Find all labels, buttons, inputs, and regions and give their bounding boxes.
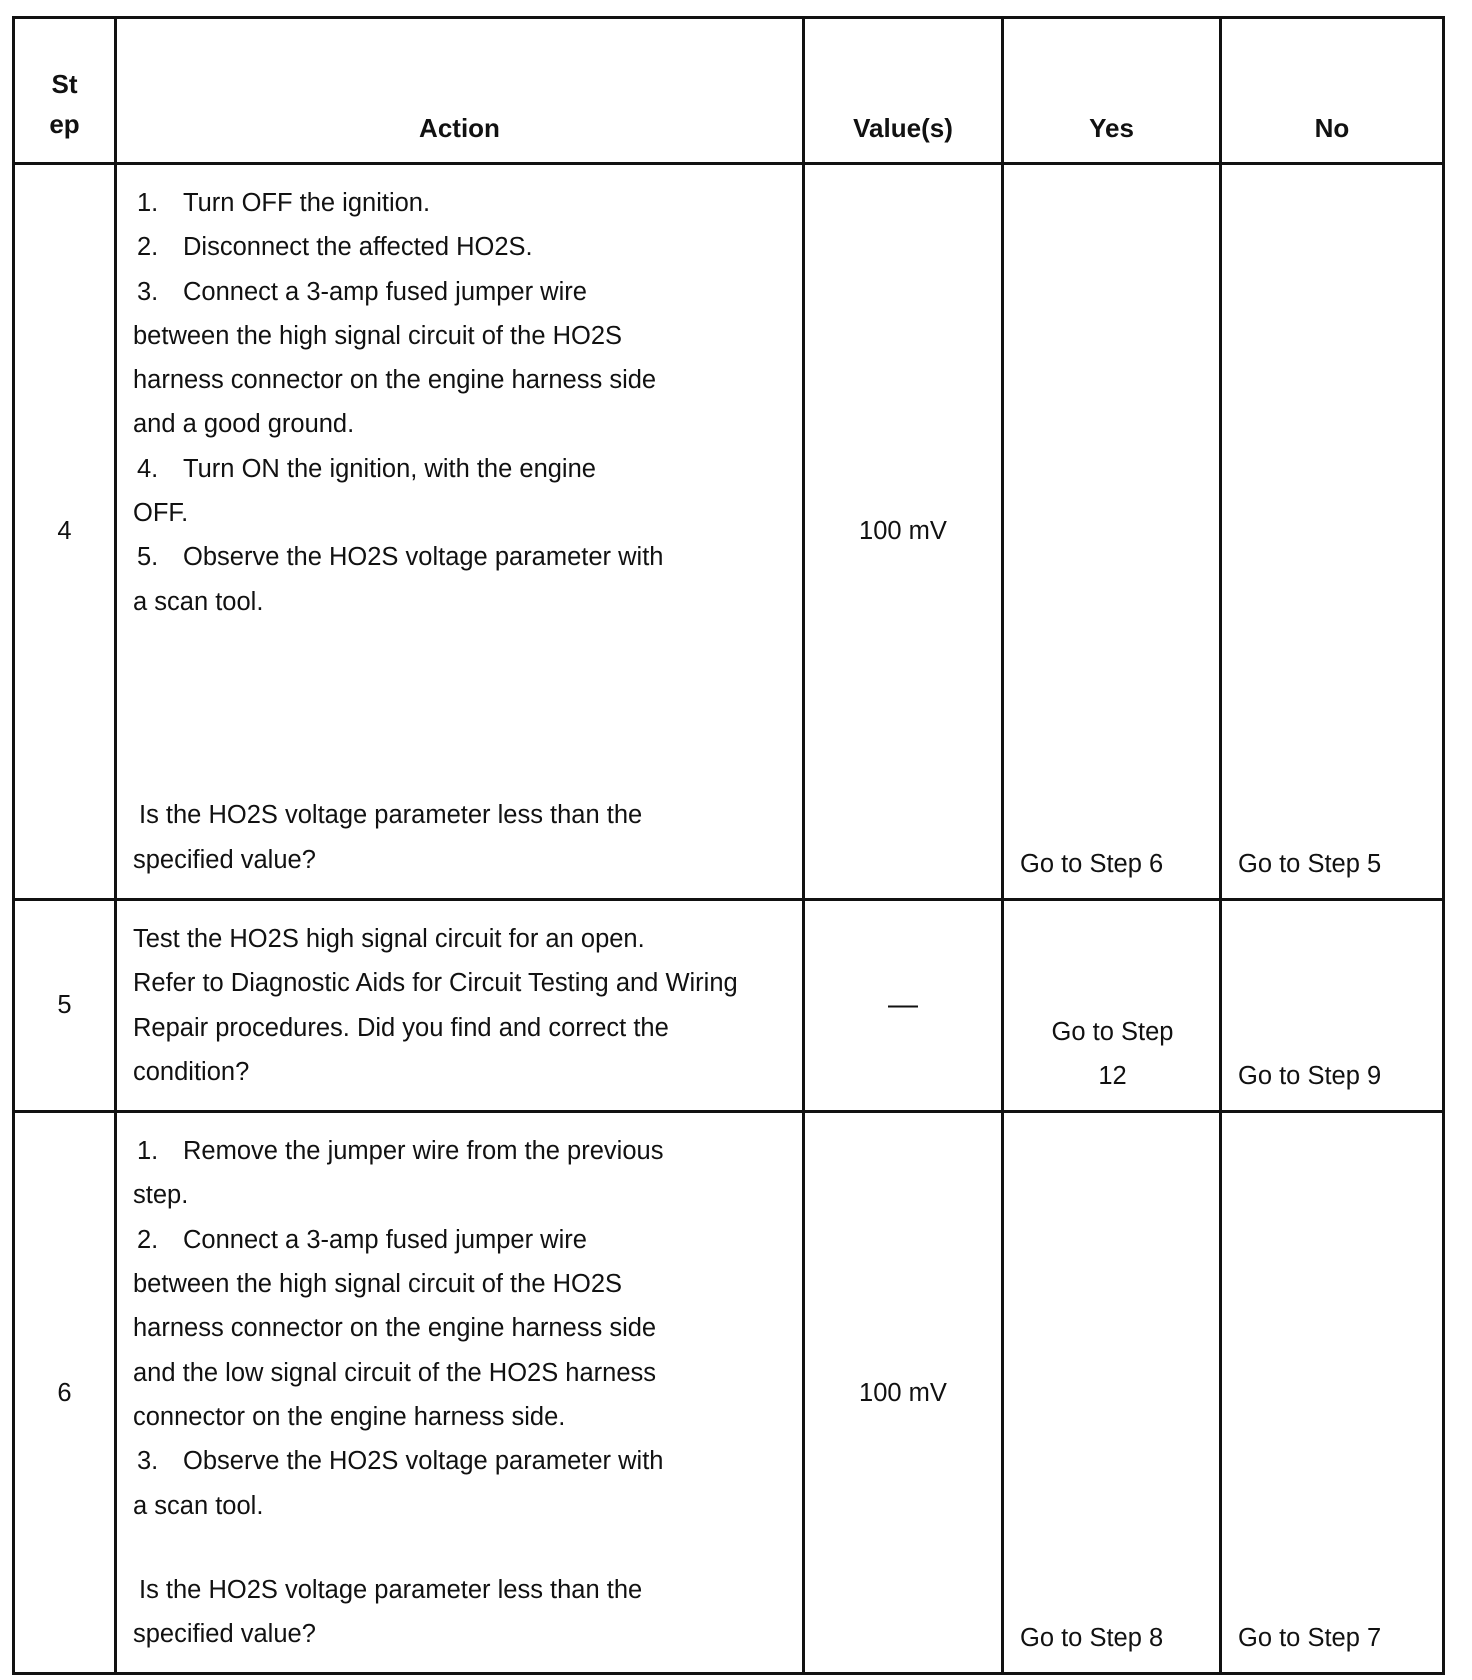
header-action: Action: [116, 18, 804, 164]
header-step-line2: ep: [49, 109, 80, 139]
table-row-step-4: [14, 164, 1444, 900]
step-number: 6: [14, 1112, 116, 1674]
step-number: 5: [14, 900, 116, 1112]
action-line: 2. Disconnect the affected HO2S.: [137, 233, 533, 262]
header-yes: Yes: [1003, 18, 1221, 164]
action-steps: [133, 181, 788, 624]
action-line: Repair procedures. Did you find and correct the: [133, 1013, 669, 1042]
header-step: [14, 18, 116, 164]
action-line: OFF.: [133, 499, 189, 528]
value-cell: 100 mV: [804, 1112, 1003, 1674]
action-line: harness connector on the engine harness side: [133, 1314, 657, 1343]
action-cell: [116, 900, 804, 1112]
action-line: 3. Connect a 3-amp fused jumper wire: [137, 277, 587, 306]
no-cell: Go to Step 9: [1221, 900, 1444, 1112]
table-row-step-6: [14, 1112, 1444, 1674]
action-line: harness connector on the engine harness side: [133, 366, 657, 395]
action-line: condition?: [133, 1057, 250, 1086]
action-question: Is the HO2S voltage parameter less than the specified value?: [133, 801, 643, 874]
action-line: 3. Observe the HO2S voltage parameter with: [137, 1447, 664, 1476]
action-steps: [133, 1129, 788, 1528]
header-row: [14, 18, 1444, 164]
action-line: Refer to Diagnostic Aids for Circuit Testing and Wiring: [133, 969, 738, 998]
action-line: step.: [133, 1181, 189, 1210]
action-line: between the high signal circuit of the HO2S: [133, 321, 623, 350]
action-question: Is the HO2S voltage parameter less than the specified value?: [133, 1575, 643, 1648]
action-line: 1. Remove the jumper wire from the previous: [137, 1137, 664, 1166]
yes-line1: Go to Step: [1051, 1017, 1174, 1046]
action-line: and a good ground.: [133, 410, 355, 439]
action-line: 4. Turn ON the ignition, with the engine: [137, 454, 596, 483]
value-cell: [804, 900, 1003, 1112]
diagnostic-table: [12, 16, 1445, 1675]
header-values: Value(s): [804, 18, 1003, 164]
yes-line2: 12: [1098, 1061, 1127, 1090]
action-line: 5. Observe the HO2S voltage parameter with: [137, 543, 664, 572]
table-row-step-5: [14, 900, 1444, 1112]
yes-cell: [1003, 900, 1221, 1112]
action-line: a scan tool.: [133, 1491, 264, 1520]
value-dash: —: [888, 987, 918, 1021]
action-cell: [116, 164, 804, 900]
action-line: 2. Connect a 3-amp fused jumper wire: [137, 1225, 587, 1254]
action-cell: [116, 1112, 804, 1674]
header-no: No: [1221, 18, 1444, 164]
no-cell: Go to Step 7: [1221, 1112, 1444, 1674]
action-line: 1. Turn OFF the ignition.: [137, 189, 431, 217]
action-line: connector on the engine harness side.: [133, 1402, 566, 1431]
no-cell: Go to Step 5: [1221, 164, 1444, 900]
yes-cell: Go to Step 6: [1003, 164, 1221, 900]
header-step-line1: St: [51, 69, 78, 99]
yes-cell: Go to Step 8: [1003, 1112, 1221, 1674]
action-line: a scan tool.: [133, 587, 264, 616]
action-line: Test the HO2S high signal circuit for an open.: [133, 925, 645, 953]
action-line: and the low signal circuit of the HO2S harness: [133, 1358, 657, 1387]
value-cell: 100 mV: [804, 164, 1003, 900]
step-number: 4: [14, 164, 116, 900]
action-line: between the high signal circuit of the HO2S: [133, 1270, 623, 1299]
